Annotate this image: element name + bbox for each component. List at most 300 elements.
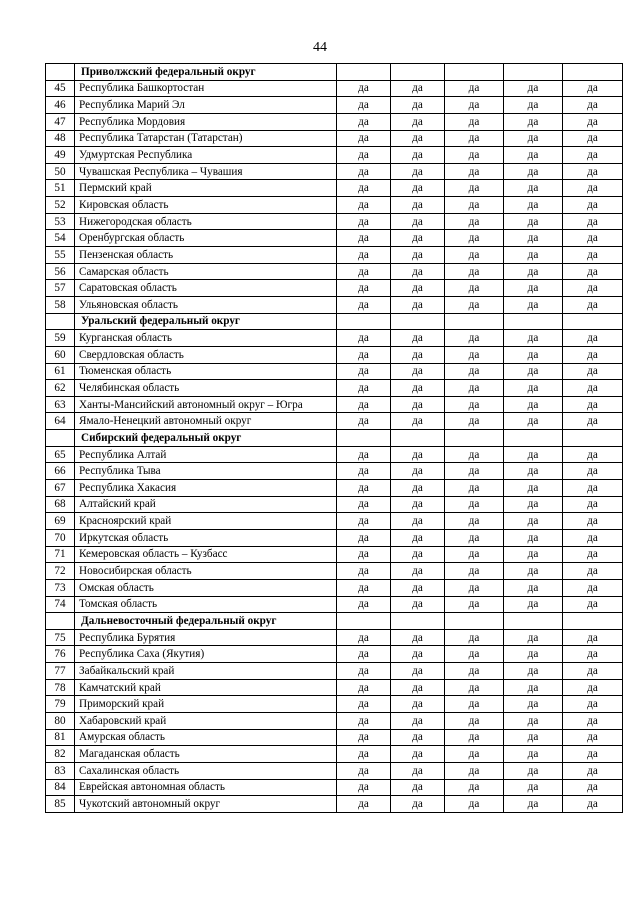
table-row [46, 663, 623, 680]
table-row [46, 346, 623, 363]
region-name-cell: Алтайский край [75, 496, 337, 513]
row-number-cell: 77 [46, 663, 75, 680]
row-number-cell: 69 [46, 513, 75, 530]
region-name-cell: Томская область [75, 596, 337, 613]
value-cell-1: да [337, 496, 391, 513]
table-row [46, 97, 623, 114]
region-name-cell: Кировская область [75, 197, 337, 214]
value-cell-2: да [391, 113, 445, 130]
table-row [46, 446, 623, 463]
table-row [46, 80, 623, 97]
value-cell-3: да [445, 330, 504, 347]
table-body [46, 64, 623, 813]
value-cell-4: да [504, 113, 563, 130]
value-cell-4: да [504, 147, 563, 164]
value-cell-5: да [563, 629, 623, 646]
value-cell-2: да [391, 97, 445, 114]
region-name-cell: Ямало-Ненецкий автономный округ [75, 413, 337, 430]
table-row [46, 796, 623, 813]
table-row [46, 629, 623, 646]
row-number-cell: 71 [46, 546, 75, 563]
value-cell-5: да [563, 346, 623, 363]
value-cell-1 [337, 430, 391, 447]
value-cell-4: да [504, 596, 563, 613]
value-cell-1: да [337, 163, 391, 180]
value-cell-3: да [445, 729, 504, 746]
region-name-cell: Республика Марий Эл [75, 97, 337, 114]
region-name-cell: Свердловская область [75, 346, 337, 363]
value-cell-1: да [337, 113, 391, 130]
value-cell-3: да [445, 546, 504, 563]
row-number-cell: 68 [46, 496, 75, 513]
value-cell-4: да [504, 796, 563, 813]
row-number-cell: 62 [46, 380, 75, 397]
value-cell-1: да [337, 413, 391, 430]
value-cell-3: да [445, 263, 504, 280]
value-cell-3: да [445, 247, 504, 264]
value-cell-5: да [563, 280, 623, 297]
value-cell-2: да [391, 463, 445, 480]
value-cell-1: да [337, 280, 391, 297]
table-row [46, 197, 623, 214]
value-cell-5: да [563, 230, 623, 247]
value-cell-3: да [445, 147, 504, 164]
table-row [46, 579, 623, 596]
value-cell-1: да [337, 147, 391, 164]
value-cell-5: да [563, 296, 623, 313]
table-row [46, 729, 623, 746]
value-cell-2: да [391, 413, 445, 430]
value-cell-2: да [391, 446, 445, 463]
row-number-cell: 75 [46, 629, 75, 646]
row-number-cell: 73 [46, 579, 75, 596]
region-name-cell: Иркутская область [75, 529, 337, 546]
value-cell-3: да [445, 80, 504, 97]
value-cell-1: да [337, 563, 391, 580]
value-cell-1: да [337, 180, 391, 197]
value-cell-1 [337, 613, 391, 630]
value-cell-2: да [391, 779, 445, 796]
value-cell-3: да [445, 446, 504, 463]
value-cell-2: да [391, 363, 445, 380]
value-cell-3: да [445, 746, 504, 763]
value-cell-5: да [563, 696, 623, 713]
value-cell-4: да [504, 263, 563, 280]
value-cell-5: да [563, 363, 623, 380]
value-cell-2: да [391, 197, 445, 214]
value-cell-3: да [445, 296, 504, 313]
value-cell-1: да [337, 346, 391, 363]
row-number-cell: 60 [46, 346, 75, 363]
region-name-cell: Еврейская автономная область [75, 779, 337, 796]
value-cell-2: да [391, 513, 445, 530]
value-cell-1: да [337, 296, 391, 313]
region-name-cell: Ханты-Мансийский автономный округ – Югра [75, 396, 337, 413]
value-cell-1: да [337, 779, 391, 796]
value-cell-2 [391, 613, 445, 630]
value-cell-5: да [563, 130, 623, 147]
row-number-cell: 72 [46, 563, 75, 580]
row-number-cell [46, 613, 75, 630]
value-cell-5 [563, 430, 623, 447]
value-cell-5: да [563, 197, 623, 214]
value-cell-3: да [445, 762, 504, 779]
value-cell-5: да [563, 163, 623, 180]
table-row [46, 163, 623, 180]
value-cell-1: да [337, 679, 391, 696]
row-number-cell: 47 [46, 113, 75, 130]
value-cell-5: да [563, 213, 623, 230]
value-cell-1: да [337, 380, 391, 397]
table-row [46, 180, 623, 197]
value-cell-4: да [504, 480, 563, 497]
value-cell-5: да [563, 729, 623, 746]
value-cell-5: да [563, 480, 623, 497]
region-name-cell: Республика Тыва [75, 463, 337, 480]
value-cell-4 [504, 613, 563, 630]
row-number-cell: 45 [46, 80, 75, 97]
value-cell-4: да [504, 213, 563, 230]
value-cell-2 [391, 64, 445, 81]
row-number-cell: 83 [46, 762, 75, 779]
value-cell-5: да [563, 762, 623, 779]
row-number-cell [46, 430, 75, 447]
value-cell-1: да [337, 446, 391, 463]
region-name-cell: Нижегородская область [75, 213, 337, 230]
row-number-cell: 46 [46, 97, 75, 114]
section-header-row [46, 613, 623, 630]
value-cell-1: да [337, 746, 391, 763]
region-name-cell: Саратовская область [75, 280, 337, 297]
region-name-cell: Магаданская область [75, 746, 337, 763]
region-name-cell: Ульяновская область [75, 296, 337, 313]
region-name-cell: Чукотский автономный округ [75, 796, 337, 813]
row-number-cell: 50 [46, 163, 75, 180]
value-cell-4 [504, 430, 563, 447]
value-cell-4: да [504, 163, 563, 180]
section-header-row [46, 430, 623, 447]
row-number-cell: 70 [46, 529, 75, 546]
region-name-cell: Республика Хакасия [75, 480, 337, 497]
value-cell-3: да [445, 230, 504, 247]
value-cell-5: да [563, 496, 623, 513]
region-name-cell: Сахалинская область [75, 762, 337, 779]
value-cell-4: да [504, 579, 563, 596]
table-row [46, 247, 623, 264]
region-name-cell: Республика Алтай [75, 446, 337, 463]
region-name-cell: Приморский край [75, 696, 337, 713]
row-number-cell: 49 [46, 147, 75, 164]
value-cell-4: да [504, 712, 563, 729]
value-cell-2: да [391, 579, 445, 596]
row-number-cell: 85 [46, 796, 75, 813]
value-cell-5: да [563, 546, 623, 563]
value-cell-5: да [563, 596, 623, 613]
value-cell-1: да [337, 729, 391, 746]
value-cell-2: да [391, 646, 445, 663]
value-cell-5: да [563, 413, 623, 430]
value-cell-1: да [337, 529, 391, 546]
value-cell-3: да [445, 496, 504, 513]
value-cell-2: да [391, 663, 445, 680]
value-cell-1: да [337, 762, 391, 779]
value-cell-1: да [337, 363, 391, 380]
row-number-cell: 53 [46, 213, 75, 230]
region-name-cell: Удмуртская Республика [75, 147, 337, 164]
value-cell-4: да [504, 330, 563, 347]
value-cell-5: да [563, 97, 623, 114]
table-row [46, 413, 623, 430]
table-row [46, 296, 623, 313]
value-cell-1: да [337, 663, 391, 680]
value-cell-4: да [504, 197, 563, 214]
table-row [46, 779, 623, 796]
value-cell-3: да [445, 463, 504, 480]
row-number-cell: 52 [46, 197, 75, 214]
value-cell-5: да [563, 330, 623, 347]
value-cell-1: да [337, 629, 391, 646]
value-cell-3: да [445, 163, 504, 180]
value-cell-1: да [337, 463, 391, 480]
value-cell-2: да [391, 712, 445, 729]
value-cell-3 [445, 430, 504, 447]
table-row [46, 113, 623, 130]
section-title-cell: Дальневосточный федеральный округ [75, 613, 337, 630]
value-cell-5: да [563, 646, 623, 663]
table-row [46, 646, 623, 663]
value-cell-3: да [445, 97, 504, 114]
row-number-cell: 82 [46, 746, 75, 763]
table-row [46, 480, 623, 497]
table-row [46, 696, 623, 713]
value-cell-3: да [445, 363, 504, 380]
value-cell-4: да [504, 80, 563, 97]
value-cell-5: да [563, 446, 623, 463]
value-cell-4: да [504, 280, 563, 297]
value-cell-3: да [445, 213, 504, 230]
row-number-cell: 56 [46, 263, 75, 280]
table-row [46, 463, 623, 480]
table-row [46, 330, 623, 347]
region-name-cell: Камчатский край [75, 679, 337, 696]
region-name-cell: Республика Татарстан (Татарстан) [75, 130, 337, 147]
value-cell-1: да [337, 247, 391, 264]
value-cell-2: да [391, 263, 445, 280]
row-number-cell: 84 [46, 779, 75, 796]
value-cell-2: да [391, 296, 445, 313]
value-cell-4 [504, 64, 563, 81]
value-cell-5: да [563, 113, 623, 130]
row-number-cell: 51 [46, 180, 75, 197]
section-title-cell: Сибирский федеральный округ [75, 430, 337, 447]
region-name-cell: Республика Башкортостан [75, 80, 337, 97]
table-row [46, 130, 623, 147]
value-cell-5: да [563, 712, 623, 729]
value-cell-5 [563, 64, 623, 81]
value-cell-5: да [563, 746, 623, 763]
value-cell-2: да [391, 729, 445, 746]
region-name-cell: Самарская область [75, 263, 337, 280]
value-cell-4: да [504, 97, 563, 114]
value-cell-4: да [504, 729, 563, 746]
value-cell-1: да [337, 396, 391, 413]
value-cell-1: да [337, 330, 391, 347]
value-cell-4: да [504, 463, 563, 480]
region-name-cell: Республика Саха (Якутия) [75, 646, 337, 663]
value-cell-1 [337, 313, 391, 330]
value-cell-5: да [563, 529, 623, 546]
value-cell-2: да [391, 396, 445, 413]
value-cell-4: да [504, 180, 563, 197]
value-cell-2: да [391, 80, 445, 97]
value-cell-2: да [391, 380, 445, 397]
value-cell-1: да [337, 579, 391, 596]
value-cell-5: да [563, 513, 623, 530]
table-row [46, 363, 623, 380]
value-cell-3 [445, 313, 504, 330]
value-cell-4: да [504, 762, 563, 779]
table-row [46, 263, 623, 280]
value-cell-3: да [445, 629, 504, 646]
row-number-cell: 66 [46, 463, 75, 480]
row-number-cell: 54 [46, 230, 75, 247]
row-number-cell: 57 [46, 280, 75, 297]
value-cell-1: да [337, 130, 391, 147]
value-cell-2: да [391, 280, 445, 297]
value-cell-5: да [563, 180, 623, 197]
value-cell-4: да [504, 629, 563, 646]
value-cell-5: да [563, 380, 623, 397]
value-cell-4: да [504, 529, 563, 546]
value-cell-4: да [504, 413, 563, 430]
value-cell-1: да [337, 646, 391, 663]
value-cell-5: да [563, 563, 623, 580]
value-cell-3: да [445, 563, 504, 580]
value-cell-1: да [337, 213, 391, 230]
value-cell-4: да [504, 346, 563, 363]
value-cell-5: да [563, 579, 623, 596]
page-number: 44 [313, 40, 327, 55]
region-name-cell: Республика Мордовия [75, 113, 337, 130]
value-cell-2: да [391, 496, 445, 513]
value-cell-3: да [445, 646, 504, 663]
value-cell-5: да [563, 147, 623, 164]
value-cell-5: да [563, 463, 623, 480]
value-cell-4: да [504, 563, 563, 580]
value-cell-2: да [391, 147, 445, 164]
region-name-cell: Забайкальский край [75, 663, 337, 680]
value-cell-2: да [391, 330, 445, 347]
table-row [46, 529, 623, 546]
value-cell-4: да [504, 779, 563, 796]
value-cell-5: да [563, 263, 623, 280]
row-number-cell: 74 [46, 596, 75, 613]
value-cell-1: да [337, 263, 391, 280]
value-cell-4: да [504, 513, 563, 530]
region-name-cell: Тюменская область [75, 363, 337, 380]
value-cell-3: да [445, 663, 504, 680]
value-cell-2: да [391, 679, 445, 696]
value-cell-3: да [445, 596, 504, 613]
value-cell-4: да [504, 746, 563, 763]
value-cell-2: да [391, 163, 445, 180]
value-cell-5: да [563, 396, 623, 413]
value-cell-2: да [391, 180, 445, 197]
table-row [46, 762, 623, 779]
value-cell-3: да [445, 513, 504, 530]
value-cell-4: да [504, 247, 563, 264]
row-number-cell: 67 [46, 480, 75, 497]
value-cell-2: да [391, 130, 445, 147]
value-cell-1: да [337, 596, 391, 613]
table-row [46, 147, 623, 164]
table-row [46, 380, 623, 397]
table-row [46, 280, 623, 297]
value-cell-2 [391, 430, 445, 447]
region-name-cell: Омская область [75, 579, 337, 596]
value-cell-2: да [391, 762, 445, 779]
region-name-cell: Хабаровский край [75, 712, 337, 729]
row-number-cell: 80 [46, 712, 75, 729]
value-cell-3: да [445, 180, 504, 197]
section-title-cell: Приволжский федеральный округ [75, 64, 337, 81]
table-row [46, 230, 623, 247]
row-number-cell: 79 [46, 696, 75, 713]
value-cell-3: да [445, 113, 504, 130]
value-cell-4 [504, 313, 563, 330]
value-cell-4: да [504, 496, 563, 513]
value-cell-2: да [391, 596, 445, 613]
row-number-cell: 63 [46, 396, 75, 413]
table-row [46, 213, 623, 230]
value-cell-5 [563, 613, 623, 630]
row-number-cell [46, 313, 75, 330]
value-cell-2: да [391, 546, 445, 563]
value-cell-5: да [563, 247, 623, 264]
value-cell-4: да [504, 679, 563, 696]
table-row [46, 712, 623, 729]
region-name-cell: Новосибирская область [75, 563, 337, 580]
section-title-cell: Уральский федеральный округ [75, 313, 337, 330]
value-cell-4: да [504, 296, 563, 313]
value-cell-3: да [445, 480, 504, 497]
value-cell-3: да [445, 679, 504, 696]
value-cell-1: да [337, 696, 391, 713]
value-cell-1 [337, 64, 391, 81]
value-cell-2: да [391, 529, 445, 546]
value-cell-2: да [391, 247, 445, 264]
row-number-cell: 55 [46, 247, 75, 264]
value-cell-3: да [445, 396, 504, 413]
value-cell-4: да [504, 646, 563, 663]
value-cell-4: да [504, 696, 563, 713]
region-name-cell: Челябинская область [75, 380, 337, 397]
value-cell-2: да [391, 346, 445, 363]
row-number-cell: 78 [46, 679, 75, 696]
value-cell-2: да [391, 796, 445, 813]
value-cell-5: да [563, 796, 623, 813]
table-row [46, 396, 623, 413]
value-cell-3: да [445, 197, 504, 214]
region-name-cell: Кемеровская область – Кузбасс [75, 546, 337, 563]
value-cell-5: да [563, 80, 623, 97]
value-cell-1: да [337, 546, 391, 563]
region-name-cell: Красноярский край [75, 513, 337, 530]
value-cell-4: да [504, 396, 563, 413]
value-cell-4: да [504, 546, 563, 563]
region-name-cell: Чувашская Республика – Чувашия [75, 163, 337, 180]
value-cell-3: да [445, 696, 504, 713]
